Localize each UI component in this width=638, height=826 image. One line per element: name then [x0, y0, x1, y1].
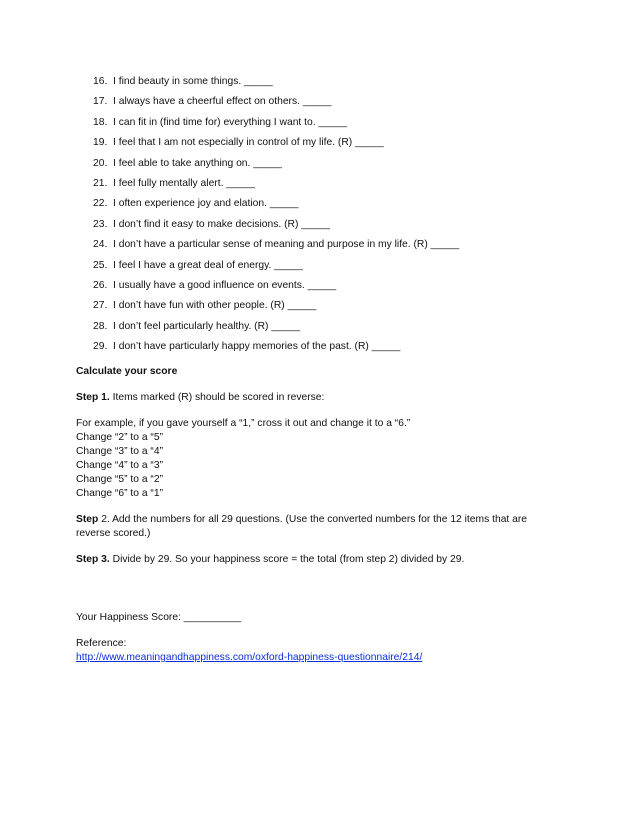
question-text: I feel I have a great deal of energy. _____	[113, 259, 303, 271]
question-text: I usually have a good influence on events. _____	[113, 279, 337, 291]
question-number: 29.	[93, 341, 108, 353]
step-1-label: Step 1.	[76, 392, 110, 403]
example-text: For example, if you gave yourself a “1,” cross it out and change it to a “6.”	[76, 418, 411, 429]
question-text: I can fit in (find time for) everything I want to. _____	[113, 116, 348, 128]
change-line: Change “4” to a “3”	[76, 460, 163, 471]
question-number: 28.	[93, 320, 108, 332]
score-instructions	[76, 365, 556, 665]
question-item	[93, 217, 459, 237]
question-text: I don’t find it easy to make decisions. (R) _____	[113, 218, 330, 230]
question-item	[93, 278, 459, 298]
happiness-score-line: Your Happiness Score: __________	[76, 612, 242, 623]
step-1-text: Items marked (R) should be scored in reverse:	[109, 392, 325, 403]
question-item	[93, 196, 459, 216]
step-3-label: Step 3.	[76, 554, 110, 565]
question-number: 17.	[93, 96, 108, 108]
question-number: 22.	[93, 198, 108, 210]
change-line: Change “2” to a “5”	[76, 432, 163, 443]
question-number: 27.	[93, 300, 108, 312]
question-number: 25.	[93, 259, 108, 271]
question-text: I don’t feel particularly healthy. (R) _____	[113, 320, 300, 332]
question-item	[93, 339, 459, 359]
question-number: 21.	[93, 177, 108, 189]
score-heading: Calculate your score	[76, 366, 178, 377]
question-number: 20.	[93, 157, 108, 169]
question-item	[93, 135, 459, 155]
question-text: I don’t have a particular sense of meaning and purpose in my life. (R) _____	[113, 239, 460, 251]
question-number: 19.	[93, 137, 108, 149]
step-2	[76, 513, 556, 541]
question-item	[93, 319, 459, 339]
question-number: 16.	[93, 76, 108, 87]
question-text: I don’t have particularly happy memories of the past. (R) _____	[113, 341, 401, 353]
question-item	[93, 94, 459, 114]
question-text: I always have a cheerful effect on others. _____	[113, 96, 332, 108]
question-text: I find beauty in some things. _____	[113, 76, 273, 87]
question-number: 26.	[93, 279, 108, 291]
question-item	[93, 258, 459, 278]
step-1	[76, 391, 556, 405]
question-text: I don’t have fun with other people. (R) _____	[113, 300, 317, 312]
question-item	[93, 156, 459, 176]
question-item	[93, 74, 459, 94]
reference-link[interactable]: http://www.meaningandhappiness.com/oxford-happiness-questionnaire/214/	[76, 652, 423, 663]
question-text: I feel fully mentally alert. _____	[113, 177, 255, 189]
change-line: Change “6” to a “1”	[76, 488, 163, 499]
question-number: 24.	[93, 239, 108, 251]
question-item	[93, 115, 459, 135]
step-3-text: Divide by 29. So your happiness score = the total (from step 2) divided by 29.	[109, 554, 465, 565]
step-2-text: 2. Add the numbers for all 29 questions. (Use the converted numbers for the 12 items that are reverse scored.)	[76, 514, 528, 539]
step-2-label: Step	[76, 514, 99, 525]
question-number: 23.	[93, 218, 108, 230]
step-3	[76, 553, 556, 567]
change-line: Change “5” to a “2”	[76, 474, 163, 485]
questions-list	[93, 74, 459, 359]
question-number: 18.	[93, 116, 108, 128]
question-text: I feel that I am not especially in control of my life. (R) _____	[113, 137, 384, 149]
question-item	[93, 237, 459, 257]
question-text: I often experience joy and elation. _____	[113, 198, 299, 210]
change-line: Change “3” to a “4”	[76, 446, 163, 457]
question-item	[93, 298, 459, 318]
question-item	[93, 176, 459, 196]
question-text: I feel able to take anything on. _____	[113, 157, 282, 169]
reference-label: Reference:	[76, 638, 127, 649]
